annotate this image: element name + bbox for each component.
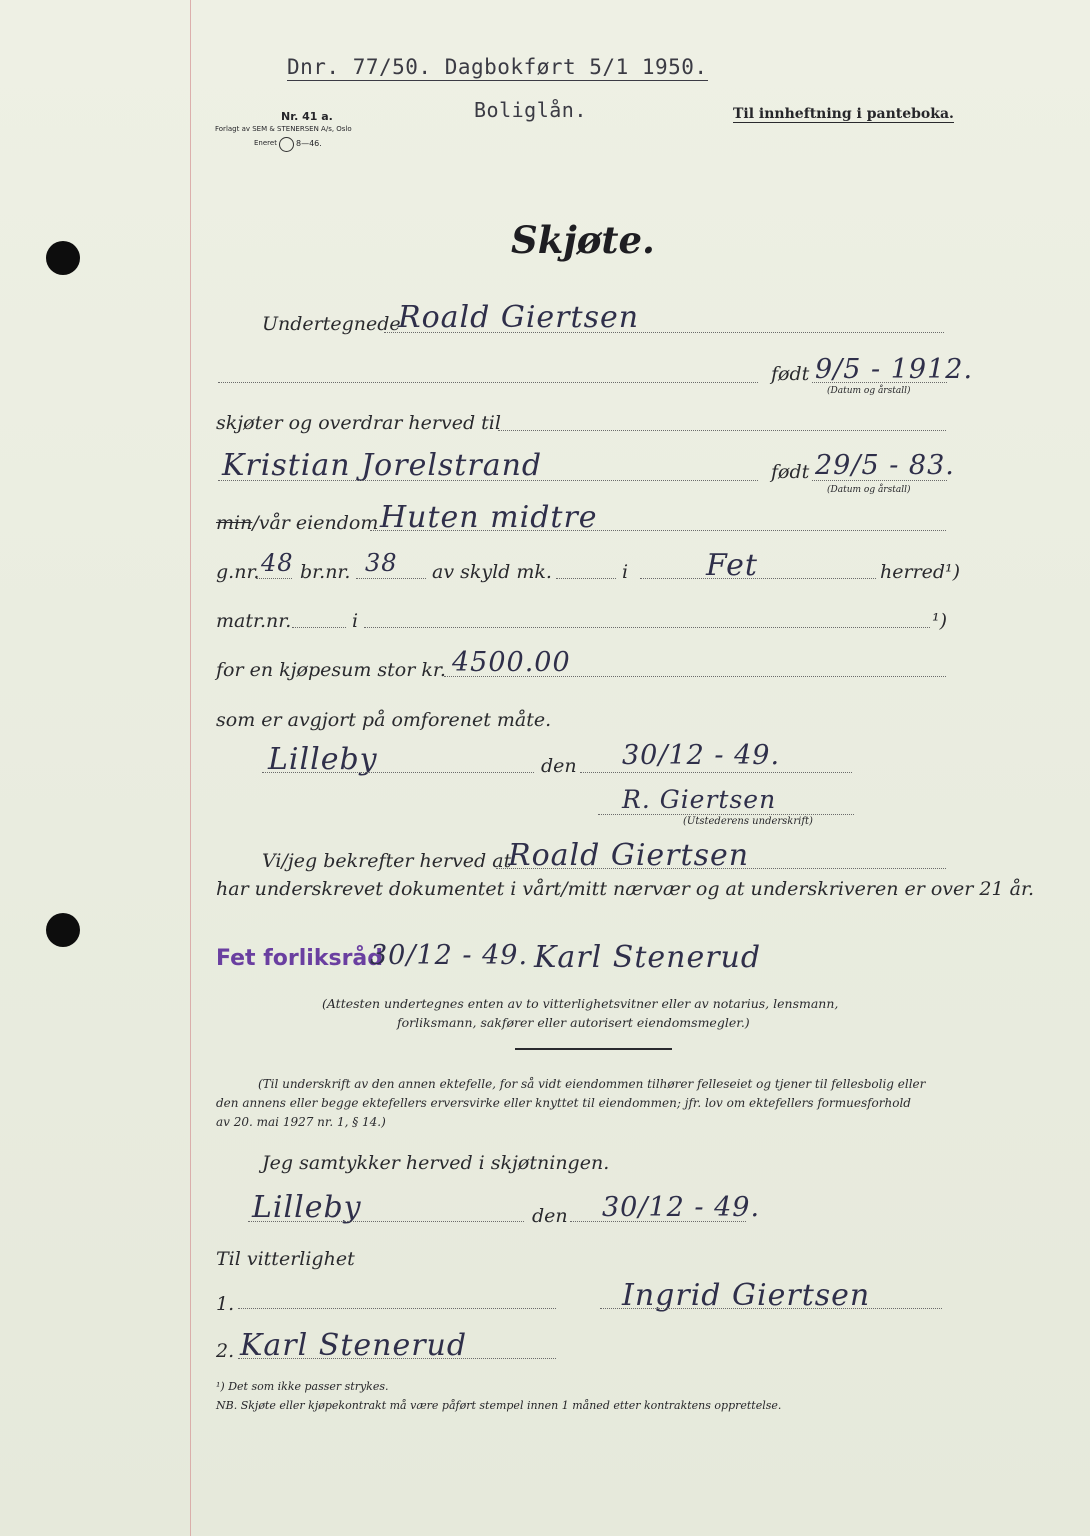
consent-den-label: den [532, 1205, 568, 1227]
attest-name: Roald Giertsen [508, 838, 750, 873]
transfer-line [498, 430, 946, 431]
i-label: i [622, 561, 629, 583]
punch-hole-bottom [46, 913, 80, 947]
grantee-born-label: født [771, 461, 810, 483]
grantee-name: Kristian Jorelstrand [222, 448, 543, 483]
attest-note-2: forliksmann, sakfører eller autorisert eiendomsmegler.) [397, 1015, 750, 1030]
price-amount: 4500.00 [452, 647, 571, 678]
witness-label: Til vitterlighet [216, 1248, 355, 1270]
grantor-date-hint: (Datum og årstall) [827, 386, 911, 396]
witness-2-number: 2. [216, 1340, 235, 1362]
grantor-name: Roald Giertsen [398, 300, 640, 335]
signature-caption: (Utstederens underskrift) [683, 816, 813, 827]
witness-1-line [238, 1308, 556, 1309]
issue-place: Lilleby [268, 742, 378, 777]
issue-date-line [580, 772, 852, 773]
bnr-line [356, 578, 426, 579]
forliksrad-stamp: Fet forliksråd [216, 946, 384, 971]
property-line [370, 530, 946, 531]
owner-label: /vår eiendom [252, 512, 379, 534]
matr-line [292, 627, 346, 628]
matr-end: ¹) [932, 610, 948, 632]
consent-text: Jeg samtykker herved i skjøtningen. [262, 1152, 610, 1174]
herred-label: herred¹) [880, 561, 961, 583]
filing-note: Til innheftning i panteboka. [733, 106, 954, 122]
gnr-label: g.nr. [216, 561, 260, 583]
grantor-born-label: født [771, 363, 810, 385]
owner-struck-text: min [216, 512, 253, 534]
vi-jeg-label: Vi/jeg [262, 850, 318, 872]
section-divider [515, 1048, 672, 1050]
issue-den-label: den [541, 755, 577, 777]
spouse-note-1: (Til underskrift av den annen ektefelle, for så vidt eiendommen tilhører felleseiet og tjener til fellesbolig eller [258, 1077, 926, 1091]
print-code: 8—46. [296, 139, 322, 148]
skyld-line [556, 578, 616, 579]
municipality: Fet [706, 548, 758, 583]
consent-date: 30/12 - 49. [602, 1192, 761, 1223]
attest-signer: Karl Stenerud [534, 940, 762, 975]
gnr-value: 48 [261, 549, 294, 577]
attest-date: 30/12 - 49. [370, 940, 529, 971]
matr-i-label: i [352, 610, 359, 632]
attest-line2: har underskrevet dokumentet i vårt/mitt nærvær og at underskriveren er over 21 år. [216, 878, 1034, 900]
witness-1-number: 1. [216, 1293, 235, 1315]
skyld-label: av skyld mk. [432, 561, 552, 583]
witness-2-name: Karl Stenerud [240, 1328, 468, 1363]
consent-date-line [570, 1221, 746, 1222]
consent-place-line [248, 1221, 524, 1222]
attest-name-line [496, 868, 946, 869]
spouse-signature-line [600, 1308, 942, 1309]
consent-place: Lilleby [252, 1190, 362, 1225]
publisher: Forlagt av SEM & STENERSEN A/s, Oslo [215, 125, 352, 133]
attest-line1: bekrefter herved at [323, 850, 512, 872]
publisher-rights: Eneret [254, 139, 277, 147]
price-label: for en kjøpesum stor kr. [216, 659, 446, 681]
grantee-born-date: 29/5 - 83. [815, 450, 955, 481]
price-line [444, 676, 946, 677]
grantee-line [218, 480, 758, 481]
property-name: Huten midtre [380, 500, 598, 535]
bnr-value: 38 [365, 549, 398, 577]
terms-text: som er avgjort på omforenet måte. [216, 709, 552, 731]
transfer-label: skjøter og overdrar herved til [216, 412, 501, 434]
matr-i-line [364, 627, 930, 628]
margin-rule [190, 0, 191, 1536]
grantor-signature: R. Giertsen [622, 785, 777, 814]
bnr-label: br.nr. [300, 561, 351, 583]
gnr-line [256, 578, 292, 579]
spouse-signature: Ingrid Giertsen [622, 1278, 871, 1313]
grantor-line [384, 332, 944, 333]
footnote-nb: NB. Skjøte eller kjøpekontrakt må være påført stempel innen 1 måned etter kontraktens opprettelse. [216, 1399, 782, 1412]
grantor-label: Undertegnede [262, 313, 401, 335]
punch-hole-top [46, 241, 80, 275]
loan-type: Boliglån. [474, 98, 587, 122]
journal-entry: Dnr. 77/50. Dagbokført 5/1 1950. [287, 55, 708, 79]
document-title: Skjøte. [511, 218, 655, 262]
spouse-note-2: den annens eller begge ektefellers erversvirke eller knyttet til eiendommen; jfr. lov om ektefellers formuesforhold [216, 1096, 911, 1110]
grantor-born-line [812, 382, 947, 383]
grantee-date-hint: (Datum og årstall) [827, 485, 911, 495]
issue-place-line [262, 772, 534, 773]
footnote-1: ¹) Det som ikke passer strykes. [216, 1380, 389, 1393]
witness-2-line [238, 1358, 556, 1359]
attest-note-1: (Attesten undertegnes enten av to vitterlighetsvitner eller av notarius, lensmann, [322, 996, 839, 1011]
issue-date: 30/12 - 49. [622, 740, 781, 771]
grantee-born-line [812, 480, 947, 481]
grantor-extra-line [218, 382, 758, 383]
grantor-born-date: 9/5 - 1912. [815, 354, 974, 385]
spouse-note-3: av 20. mai 1927 nr. 1, § 14.) [216, 1115, 386, 1129]
publisher-logo-icon [279, 137, 294, 152]
form-number: Nr. 41 a. [281, 110, 333, 123]
signature-line [598, 814, 854, 815]
matr-label: matr.nr. [216, 610, 292, 632]
municipality-line [640, 578, 876, 579]
